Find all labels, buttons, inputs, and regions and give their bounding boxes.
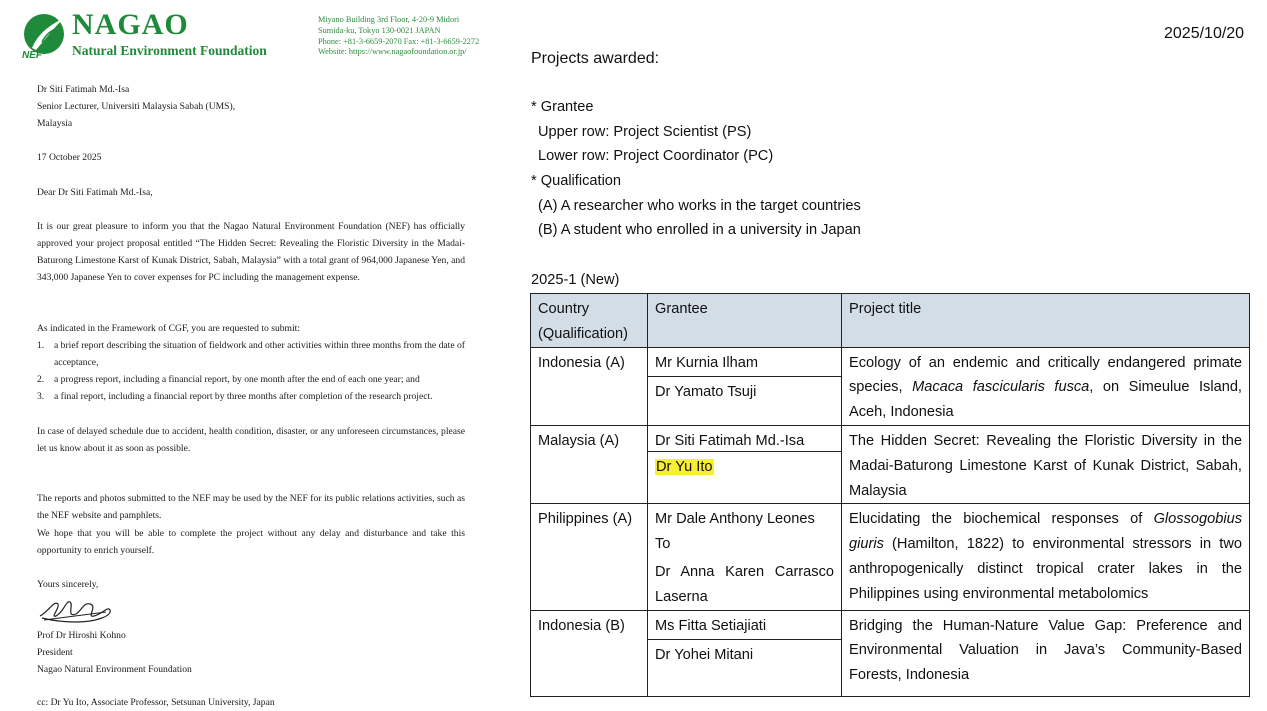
column-header-country: Country (Qualification) xyxy=(531,294,648,348)
note-line: (A) A researcher who works in the target countries xyxy=(538,198,861,214)
address-line: Phone: +81-3-6659-2070 Fax: +81-3-6659-2272 xyxy=(318,36,480,46)
letterhead-address xyxy=(318,15,479,58)
grantee-ps: Ms Fitta Setiajiati xyxy=(648,611,841,640)
project-title-cell xyxy=(842,347,1250,425)
column-header-title: Project title xyxy=(842,294,1250,348)
publicity-paragraph: The reports and photos submitted to the NEF may be used by the NEF for its public relations activities, such as the NEF website and pamphlets. xyxy=(37,493,465,521)
signer-name: Prof Dr Hiroshi Kohno xyxy=(37,630,126,641)
list-item xyxy=(37,371,465,388)
column-header-grantee: Grantee xyxy=(648,294,842,348)
grantee-ps: Mr Dale Anthony Leones To xyxy=(655,511,815,553)
recipient-name: Dr Siti Fatimah Md.-Isa xyxy=(37,84,130,95)
project-title-cell xyxy=(842,425,1250,503)
signer-title: President xyxy=(37,647,73,658)
recipient-block xyxy=(37,81,465,132)
grantee-cell xyxy=(648,504,842,610)
list-item xyxy=(37,388,465,405)
recipient-country: Malaysia xyxy=(37,118,73,129)
title-species: Macaca fascicularis fusca xyxy=(912,379,1090,396)
requirements-list xyxy=(37,337,465,405)
summary-date: 2025/10/20 xyxy=(1164,25,1245,42)
highlighted-grantee: Dr Yu Ito xyxy=(656,458,713,475)
table-row xyxy=(531,610,1250,696)
address-line: Website: https://www.nagaofoundation.or.jp/ xyxy=(318,47,467,57)
country-cell: Philippines (A) xyxy=(531,504,648,610)
title-text: The Hidden Secret: Revealing the Floristic Diversity in the Madai-Baturong Limestone Karst of Kunak District, Sabah, Malaysia xyxy=(849,432,1242,499)
grantee-pc: Dr Anna Karen Carrasco Laserna xyxy=(655,563,834,605)
grantee-pc: Dr Yamato Tsuji xyxy=(655,383,757,400)
grantee-pc xyxy=(648,452,841,480)
list-item xyxy=(37,337,465,371)
title-text: Bridging the Human-Nature Value Gap: Preference and Environmental Valuation in Java’s Community-Based Forests, Indonesia xyxy=(849,617,1242,684)
summary-heading: Projects awarded: xyxy=(531,50,660,67)
table-header-row xyxy=(531,294,1250,348)
approval-paragraph: It is our great pleasure to inform you that the Nagao Natural Environment Foundation (NEF) has officially approved your project proposal entitled “The Hidden Secret: Revealing the Floristic Diversity in the Madai-Baturong Limestone Karst of Kunak District, Sabah, Malaysia” with a total grant of 964,000 Japanese Yen, and 343,000 Japanese Yen to cover expenses for PC including the management expense. xyxy=(37,221,465,283)
list-number: 1. xyxy=(37,340,45,351)
note-line: Upper row: Project Scientist (PS) xyxy=(538,124,752,140)
grantee-cell xyxy=(648,610,842,696)
list-number: 2. xyxy=(37,374,45,385)
logo-abbreviation: NEF xyxy=(22,50,42,61)
table-row xyxy=(531,347,1250,425)
country-cell: Indonesia (A) xyxy=(531,347,648,425)
projects-table xyxy=(530,293,1250,697)
project-title-cell xyxy=(842,610,1250,696)
grantee-pc: Dr Yohei Mitani xyxy=(655,646,754,663)
recipient-position: Senior Lecturer, Universiti Malaysia Sabah (UMS), xyxy=(37,101,236,112)
grantee-cell xyxy=(648,425,842,503)
signature xyxy=(36,592,116,626)
section-label: 2025-1 (New) xyxy=(531,272,620,288)
address-line: Miyano Building 3rd Floor, 4-20-9 Midori xyxy=(318,15,460,24)
requirements-intro: As indicated in the Framework of CGF, you are requested to submit: xyxy=(37,323,301,334)
country-cell: Indonesia (B) xyxy=(531,610,648,696)
title-text: , on Simeulue Island, Aceh, Indonesia xyxy=(849,379,1242,421)
list-number: 3. xyxy=(37,391,45,402)
signer-org: Nagao Natural Environment Foundation xyxy=(37,664,192,675)
delay-paragraph: In case of delayed schedule due to accident, health condition, disaster, or any unforeseen circumstances, please let us know about it as soon as possible. xyxy=(37,426,465,454)
table-row xyxy=(531,425,1250,503)
org-name: NAGAO xyxy=(72,8,189,41)
grantee-ps: Dr Siti Fatimah Md.-Isa xyxy=(648,426,841,452)
award-letter xyxy=(0,0,510,710)
letter-date: 17 October 2025 xyxy=(37,152,102,163)
note-line: (B) A student who enrolled in a university in Japan xyxy=(538,222,861,238)
closing-paragraph: We hope that you will be able to complete the project without any delay and disturbance and take this opportunity to enrich yourself. xyxy=(37,528,465,556)
list-text: a brief report describing the situation of fieldwork and other activities within three months from the date of acceptance, xyxy=(54,340,465,368)
project-title-cell xyxy=(842,504,1250,610)
title-text: (Hamilton, 1822) to environmental stressors in two anthropogenically distinct tropical crater lakes in the Philippines using environmental metabolomics xyxy=(849,536,1242,602)
grantee-ps: Mr Kurnia Ilham xyxy=(648,348,841,377)
address-line: Sumida-ku, Tokyo 130-0021 JAPAN xyxy=(318,25,441,35)
org-subtitle: Natural Environment Foundation xyxy=(72,43,267,58)
signer-block xyxy=(37,627,465,678)
note-line: * Grantee xyxy=(531,99,594,115)
list-text: a final report, including a financial report by three months after completion of the research project. xyxy=(54,391,433,402)
note-line: Lower row: Project Coordinator (PC) xyxy=(538,148,774,164)
title-text: Ecology of an endemic and critically endangered primate species, xyxy=(849,354,1242,396)
closing-line: Yours sincerely, xyxy=(37,579,99,590)
list-text: a progress report, including a financial report, by one month after the end of each one year; and xyxy=(54,374,420,385)
title-text: Elucidating the biochemical responses of xyxy=(849,511,1154,528)
salutation: Dear Dr Siti Fatimah Md.-Isa, xyxy=(37,187,153,198)
note-line: * Qualification xyxy=(531,173,622,189)
country-cell: Malaysia (A) xyxy=(531,425,648,503)
table-row xyxy=(531,504,1250,610)
cc-line: cc: Dr Yu Ito, Associate Professor, Setsunan University, Japan xyxy=(37,697,275,708)
title-species: Glossogobius giuris xyxy=(849,511,1242,553)
grantee-cell xyxy=(648,347,842,425)
